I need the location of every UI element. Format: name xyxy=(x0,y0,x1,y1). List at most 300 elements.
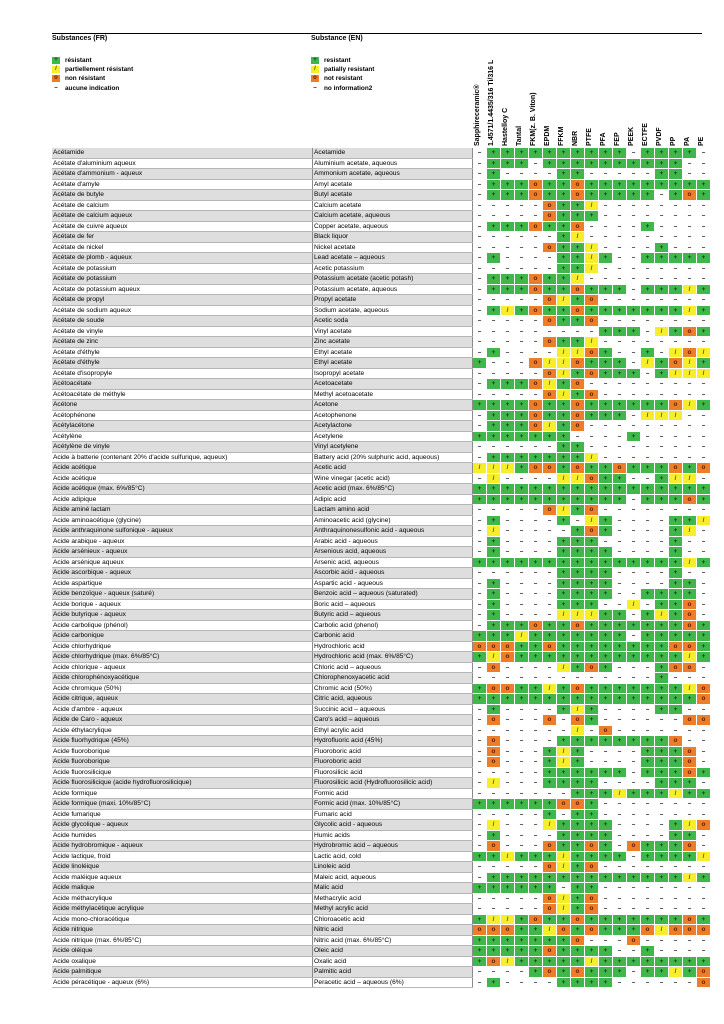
substance-en: Calcium acetate, aqueous xyxy=(313,211,473,222)
rating-cell: + xyxy=(585,977,599,988)
rating-cell: o xyxy=(543,505,557,516)
rating-cell: – xyxy=(627,473,641,484)
table-header xyxy=(52,33,705,148)
rating-cell: + xyxy=(571,505,585,516)
rating-cell: – xyxy=(613,253,627,264)
rating-cell: + xyxy=(571,484,585,495)
rating-cell: – xyxy=(515,232,529,243)
rating-cell: + xyxy=(641,946,655,957)
rating-cell: – xyxy=(529,673,543,684)
rating-cell: + xyxy=(571,557,585,568)
rating-cell: o xyxy=(585,662,599,673)
rating-cell: + xyxy=(697,305,711,316)
rating-cell: + xyxy=(529,956,543,967)
rating-cell: o xyxy=(585,316,599,327)
rating-cell: + xyxy=(669,841,683,852)
substance-fr: Acétoacétate de méthyle xyxy=(52,389,313,400)
rating-cell: + xyxy=(473,883,487,894)
substance-en: Acetamide xyxy=(313,148,473,158)
rating-cell: + xyxy=(515,284,529,295)
rating-cell: – xyxy=(543,599,557,610)
rating-cell: – xyxy=(669,389,683,400)
rating-cell: + xyxy=(543,799,557,810)
rating-cell: – xyxy=(641,977,655,988)
table-row xyxy=(52,452,710,463)
rating-cell: o xyxy=(543,389,557,400)
rating-cell: – xyxy=(613,515,627,526)
rating-cell: – xyxy=(641,421,655,432)
rating-cell: – xyxy=(543,169,557,180)
rating-cell: – xyxy=(641,935,655,946)
rating-cell: – xyxy=(697,725,711,736)
rating-cell: + xyxy=(543,935,557,946)
rating-cell: + xyxy=(515,379,529,390)
rating-cell: – xyxy=(529,820,543,831)
rating-cell: + xyxy=(669,704,683,715)
rating-cell: – xyxy=(641,673,655,684)
rating-cell: – xyxy=(529,767,543,778)
rating-cell: – xyxy=(473,746,487,757)
rating-cell: + xyxy=(557,515,571,526)
rating-cell: – xyxy=(515,662,529,673)
rating-cell: – xyxy=(641,715,655,726)
substance-en: Linoleic acid xyxy=(313,862,473,873)
rating-cell: / xyxy=(683,872,697,883)
table-row xyxy=(52,284,710,295)
rating-cell: – xyxy=(697,200,711,211)
rating-cell: – xyxy=(683,242,697,253)
rating-cell: + xyxy=(585,620,599,631)
rating-cell: – xyxy=(627,589,641,600)
rating-cell: + xyxy=(473,358,487,369)
rating-cell: + xyxy=(599,463,613,474)
rating-cell: – xyxy=(501,347,515,358)
rating-cell: + xyxy=(585,494,599,505)
rating-cell: – xyxy=(473,620,487,631)
rating-cell: – xyxy=(697,578,711,589)
rating-cell: + xyxy=(571,694,585,705)
rating-cell: + xyxy=(515,872,529,883)
rating-cell: – xyxy=(599,379,613,390)
substance-fr: Acide fluoroborique xyxy=(52,746,313,757)
rating-cell: + xyxy=(585,694,599,705)
rating-cell: + xyxy=(669,148,683,158)
rating-cell: + xyxy=(655,599,669,610)
rating-cell: + xyxy=(641,967,655,978)
rating-cell: / xyxy=(683,284,697,295)
rating-cell: – xyxy=(473,757,487,768)
rating-cell: + xyxy=(571,242,585,253)
rating-cell: – xyxy=(697,883,711,894)
substance-fr: Acétamide xyxy=(52,148,313,158)
rating-cell: + xyxy=(669,620,683,631)
substance-en: Lactic acid, cold xyxy=(313,851,473,862)
rating-cell: + xyxy=(473,851,487,862)
rating-cell: + xyxy=(613,400,627,411)
substance-fr: Acide arsénieux - aqueux xyxy=(52,547,313,558)
rating-cell: – xyxy=(515,589,529,600)
substance-en: Formic acid xyxy=(313,788,473,799)
rating-cell: + xyxy=(543,190,557,201)
rating-cell: – xyxy=(641,211,655,222)
rating-cell: + xyxy=(557,830,571,841)
rating-cell: + xyxy=(571,788,585,799)
rating-cell: – xyxy=(641,662,655,673)
rating-cell: – xyxy=(501,767,515,778)
rating-cell: + xyxy=(627,431,641,442)
substance-en: Arsenious acid, aqueous xyxy=(313,547,473,558)
rating-cell: / xyxy=(683,400,697,411)
substance-en: Arabic acid - aqueous xyxy=(313,536,473,547)
substance-fr: Acide borique - aqueux xyxy=(52,599,313,610)
rating-cell: + xyxy=(529,872,543,883)
rating-cell: – xyxy=(487,232,501,243)
rating-cell: + xyxy=(585,190,599,201)
rating-cell: + xyxy=(613,305,627,316)
legend-en xyxy=(311,56,374,93)
rating-cell: / xyxy=(571,232,585,243)
column-header-label: FFKM xyxy=(558,126,565,146)
rating-cell: – xyxy=(683,221,697,232)
rating-cell: – xyxy=(529,904,543,915)
rating-cell: + xyxy=(641,757,655,768)
rating-cell: – xyxy=(501,169,515,180)
rating-cell: – xyxy=(655,977,669,988)
rating-cell: + xyxy=(571,736,585,747)
rating-cell: – xyxy=(697,946,711,957)
legend-item-fr xyxy=(52,65,133,74)
rating-cell: – xyxy=(697,148,711,158)
rating-cell: – xyxy=(697,421,711,432)
rating-cell: + xyxy=(669,484,683,495)
rating-cell: + xyxy=(487,631,501,642)
rating-cell: + xyxy=(557,179,571,190)
rating-cell: + xyxy=(669,631,683,642)
rating-cell: – xyxy=(473,337,487,348)
rating-cell: + xyxy=(697,284,711,295)
rating-cell: – xyxy=(585,431,599,442)
rating-cell: – xyxy=(655,809,669,820)
rating-cell: – xyxy=(585,274,599,285)
rating-cell: + xyxy=(613,326,627,337)
rating-cell: – xyxy=(683,946,697,957)
rating-cell: + xyxy=(585,589,599,600)
column-header xyxy=(625,42,639,146)
rating-cell: – xyxy=(683,505,697,516)
substance-en: Fluorosilicic acid (Hydrofluorosilicic acid) xyxy=(313,778,473,789)
table-row xyxy=(52,368,710,379)
rating-cell: – xyxy=(655,211,669,222)
table-row xyxy=(52,242,710,253)
rating-cell: + xyxy=(501,620,515,631)
rating-cell: – xyxy=(501,589,515,600)
rating-cell: – xyxy=(529,536,543,547)
rating-cell: – xyxy=(501,242,515,253)
rating-cell: + xyxy=(515,883,529,894)
rating-cell: – xyxy=(697,799,711,810)
rating-cell: + xyxy=(557,232,571,243)
rating-cell: – xyxy=(655,515,669,526)
rating-cell: – xyxy=(613,337,627,348)
rating-cell: – xyxy=(683,704,697,715)
rating-cell: + xyxy=(655,473,669,484)
rating-cell: / xyxy=(557,295,571,306)
rating-cell: + xyxy=(557,568,571,579)
rating-cell: + xyxy=(627,914,641,925)
substance-fr: Acide acétique xyxy=(52,473,313,484)
rating-cell: + xyxy=(585,799,599,810)
rating-cell: + xyxy=(501,379,515,390)
legend-label: resistant xyxy=(324,57,351,65)
rating-cell: – xyxy=(613,799,627,810)
en-column-title: Substance (EN) xyxy=(311,35,363,42)
rating-cell: – xyxy=(613,977,627,988)
table-row xyxy=(52,914,710,925)
substance-fr: Acétate de butyle xyxy=(52,190,313,201)
table-row xyxy=(52,263,710,274)
rating-cell: + xyxy=(487,452,501,463)
rating-cell: – xyxy=(641,473,655,484)
rating-cell: + xyxy=(557,316,571,327)
rating-cell: + xyxy=(683,694,697,705)
rating-cell: – xyxy=(641,442,655,453)
rating-cell: + xyxy=(585,736,599,747)
substance-fr: Acétate de calcium xyxy=(52,200,313,211)
rating-cell: – xyxy=(515,242,529,253)
rating-cell: – xyxy=(543,232,557,243)
rating-cell: + xyxy=(571,956,585,967)
rating-cell: + xyxy=(613,925,627,936)
substance-en: Boric acid – aqueous xyxy=(313,599,473,610)
rating-cell: + xyxy=(599,284,613,295)
rating-cell: – xyxy=(641,316,655,327)
rating-cell: – xyxy=(571,515,585,526)
rating-cell: – xyxy=(641,536,655,547)
rating-cell: – xyxy=(543,830,557,841)
rating-cell: + xyxy=(585,158,599,169)
rating-cell: + xyxy=(501,557,515,568)
rating-cell: + xyxy=(669,872,683,883)
rating-cell: – xyxy=(627,232,641,243)
rating-cell: + xyxy=(557,169,571,180)
rating-cell: + xyxy=(585,788,599,799)
rating-cell: – xyxy=(697,547,711,558)
rating-cell: – xyxy=(599,295,613,306)
table-row xyxy=(52,977,710,988)
rating-cell: – xyxy=(515,505,529,516)
legend-label: résistant xyxy=(65,57,92,65)
rating-cell: o xyxy=(487,683,501,694)
substance-en: Potassium acetate (acetic potash) xyxy=(313,274,473,285)
rating-cell: – xyxy=(669,379,683,390)
substance-fr: Acide adipique xyxy=(52,494,313,505)
rating-cell: – xyxy=(627,851,641,862)
rating-cell: + xyxy=(543,274,557,285)
rating-cell: – xyxy=(627,904,641,915)
rating-cell: – xyxy=(613,211,627,222)
table-row xyxy=(52,893,710,904)
rating-cell: + xyxy=(683,589,697,600)
legend-swatch: + xyxy=(311,57,319,64)
rating-cell: + xyxy=(655,778,669,789)
table-row xyxy=(52,736,710,747)
rating-cell: + xyxy=(557,484,571,495)
substance-fr: Acétylène xyxy=(52,431,313,442)
rating-cell: – xyxy=(697,704,711,715)
rating-cell: – xyxy=(529,599,543,610)
rating-cell: + xyxy=(557,452,571,463)
rating-cell: + xyxy=(669,515,683,526)
rating-cell: – xyxy=(697,568,711,579)
rating-cell: + xyxy=(557,284,571,295)
rating-cell: + xyxy=(655,851,669,862)
rating-cell: – xyxy=(599,169,613,180)
rating-cell: + xyxy=(641,253,655,264)
rating-cell: + xyxy=(515,946,529,957)
table-row xyxy=(52,158,710,169)
rating-cell: – xyxy=(473,515,487,526)
rating-cell: o xyxy=(697,463,711,474)
substance-fr: Acide aminoacétique (glycine) xyxy=(52,515,313,526)
rating-cell: + xyxy=(515,410,529,421)
rating-cell: + xyxy=(613,190,627,201)
rating-cell: – xyxy=(669,809,683,820)
substance-en: Ammonium acetate, aqueous xyxy=(313,169,473,180)
substance-en: Isopropyl acetate xyxy=(313,368,473,379)
rating-cell: – xyxy=(473,211,487,222)
substance-fr: Acide à batterie (contenant 20% d'acide sulfurique, aqueux) xyxy=(52,452,313,463)
rating-cell: – xyxy=(599,599,613,610)
rating-cell: – xyxy=(473,862,487,873)
rating-cell: – xyxy=(697,389,711,400)
rating-cell: – xyxy=(697,295,711,306)
rating-cell: – xyxy=(543,326,557,337)
rating-cell: + xyxy=(501,946,515,957)
rating-cell: + xyxy=(501,883,515,894)
rating-cell: / xyxy=(487,463,501,474)
column-header-label: FEP xyxy=(614,132,621,146)
table-row xyxy=(52,904,710,915)
substance-en: Citric acid, aqueous xyxy=(313,694,473,705)
rating-cell: + xyxy=(501,410,515,421)
legend-item-en xyxy=(311,65,374,74)
rating-cell: – xyxy=(487,809,501,820)
rating-cell: + xyxy=(571,893,585,904)
substance-en: Acetic acid xyxy=(313,463,473,474)
substance-en: Carbonic acid xyxy=(313,631,473,642)
rating-cell: + xyxy=(571,253,585,264)
rating-cell: – xyxy=(655,715,669,726)
substance-fr: Acide fluoroborique xyxy=(52,757,313,768)
rating-cell: o xyxy=(585,505,599,516)
rating-cell: – xyxy=(515,673,529,684)
rating-cell: + xyxy=(599,253,613,264)
rating-cell: + xyxy=(585,547,599,558)
rating-cell: + xyxy=(473,631,487,642)
rating-cell: – xyxy=(697,662,711,673)
rating-cell: – xyxy=(599,263,613,274)
rating-cell: + xyxy=(473,557,487,568)
rating-cell: – xyxy=(473,379,487,390)
rating-cell: – xyxy=(473,872,487,883)
rating-cell: + xyxy=(487,578,501,589)
rating-cell: + xyxy=(543,851,557,862)
rating-cell: – xyxy=(697,505,711,516)
rating-cell: – xyxy=(599,778,613,789)
rating-cell: + xyxy=(655,736,669,747)
rating-cell: + xyxy=(585,400,599,411)
rating-cell: + xyxy=(627,158,641,169)
rating-cell: + xyxy=(669,778,683,789)
rating-cell: / xyxy=(487,820,501,831)
rating-cell: – xyxy=(473,295,487,306)
rating-cell: – xyxy=(529,326,543,337)
rating-cell: o xyxy=(585,841,599,852)
substance-fr: Acide ascorbique - aqueux xyxy=(52,568,313,579)
rating-cell: + xyxy=(487,179,501,190)
rating-cell: – xyxy=(683,211,697,222)
rating-cell: o xyxy=(529,463,543,474)
rating-cell: + xyxy=(557,704,571,715)
rating-cell: – xyxy=(515,820,529,831)
rating-cell: + xyxy=(557,967,571,978)
rating-cell: – xyxy=(501,505,515,516)
substance-fr: Acétate de soude xyxy=(52,316,313,327)
rating-cell: – xyxy=(487,788,501,799)
rating-cell: + xyxy=(557,337,571,348)
rating-cell: – xyxy=(473,767,487,778)
rating-cell: – xyxy=(529,473,543,484)
rating-cell: – xyxy=(473,284,487,295)
rating-cell: – xyxy=(515,599,529,610)
rating-cell: / xyxy=(585,610,599,621)
rating-cell: + xyxy=(669,830,683,841)
rating-cell: – xyxy=(669,442,683,453)
rating-cell: – xyxy=(515,526,529,537)
substance-en: Caro's acid – aqueous xyxy=(313,715,473,726)
substance-fr: Acétate d'éthyle xyxy=(52,358,313,369)
rating-cell: + xyxy=(641,620,655,631)
table-row xyxy=(52,568,710,579)
rating-cell: – xyxy=(655,200,669,211)
rating-cell: – xyxy=(613,778,627,789)
rating-cell: o xyxy=(683,715,697,726)
rating-cell: + xyxy=(697,788,711,799)
rating-cell: / xyxy=(543,925,557,936)
rating-cell: / xyxy=(585,253,599,264)
substance-fr: Acide acétique xyxy=(52,463,313,474)
rating-cell: + xyxy=(515,305,529,316)
rating-cell: – xyxy=(627,200,641,211)
substance-fr: Acide arabique - aqueux xyxy=(52,536,313,547)
substance-fr: Acide carbonique xyxy=(52,631,313,642)
rating-cell: – xyxy=(683,893,697,904)
rating-cell: – xyxy=(599,704,613,715)
rating-cell: + xyxy=(599,179,613,190)
rating-cell: / xyxy=(557,505,571,516)
rating-cell: – xyxy=(613,547,627,558)
substance-en: Aminoacetic acid (glycine) xyxy=(313,515,473,526)
rating-cell: + xyxy=(585,914,599,925)
rating-cell: – xyxy=(655,505,669,516)
rating-cell: – xyxy=(683,158,697,169)
rating-cell: + xyxy=(473,431,487,442)
table-row xyxy=(52,358,710,369)
rating-cell: – xyxy=(473,568,487,579)
rating-cell: – xyxy=(501,893,515,904)
rating-cell: – xyxy=(641,431,655,442)
substance-en: Battery acid (20% sulphuric acid, aqueous) xyxy=(313,452,473,463)
